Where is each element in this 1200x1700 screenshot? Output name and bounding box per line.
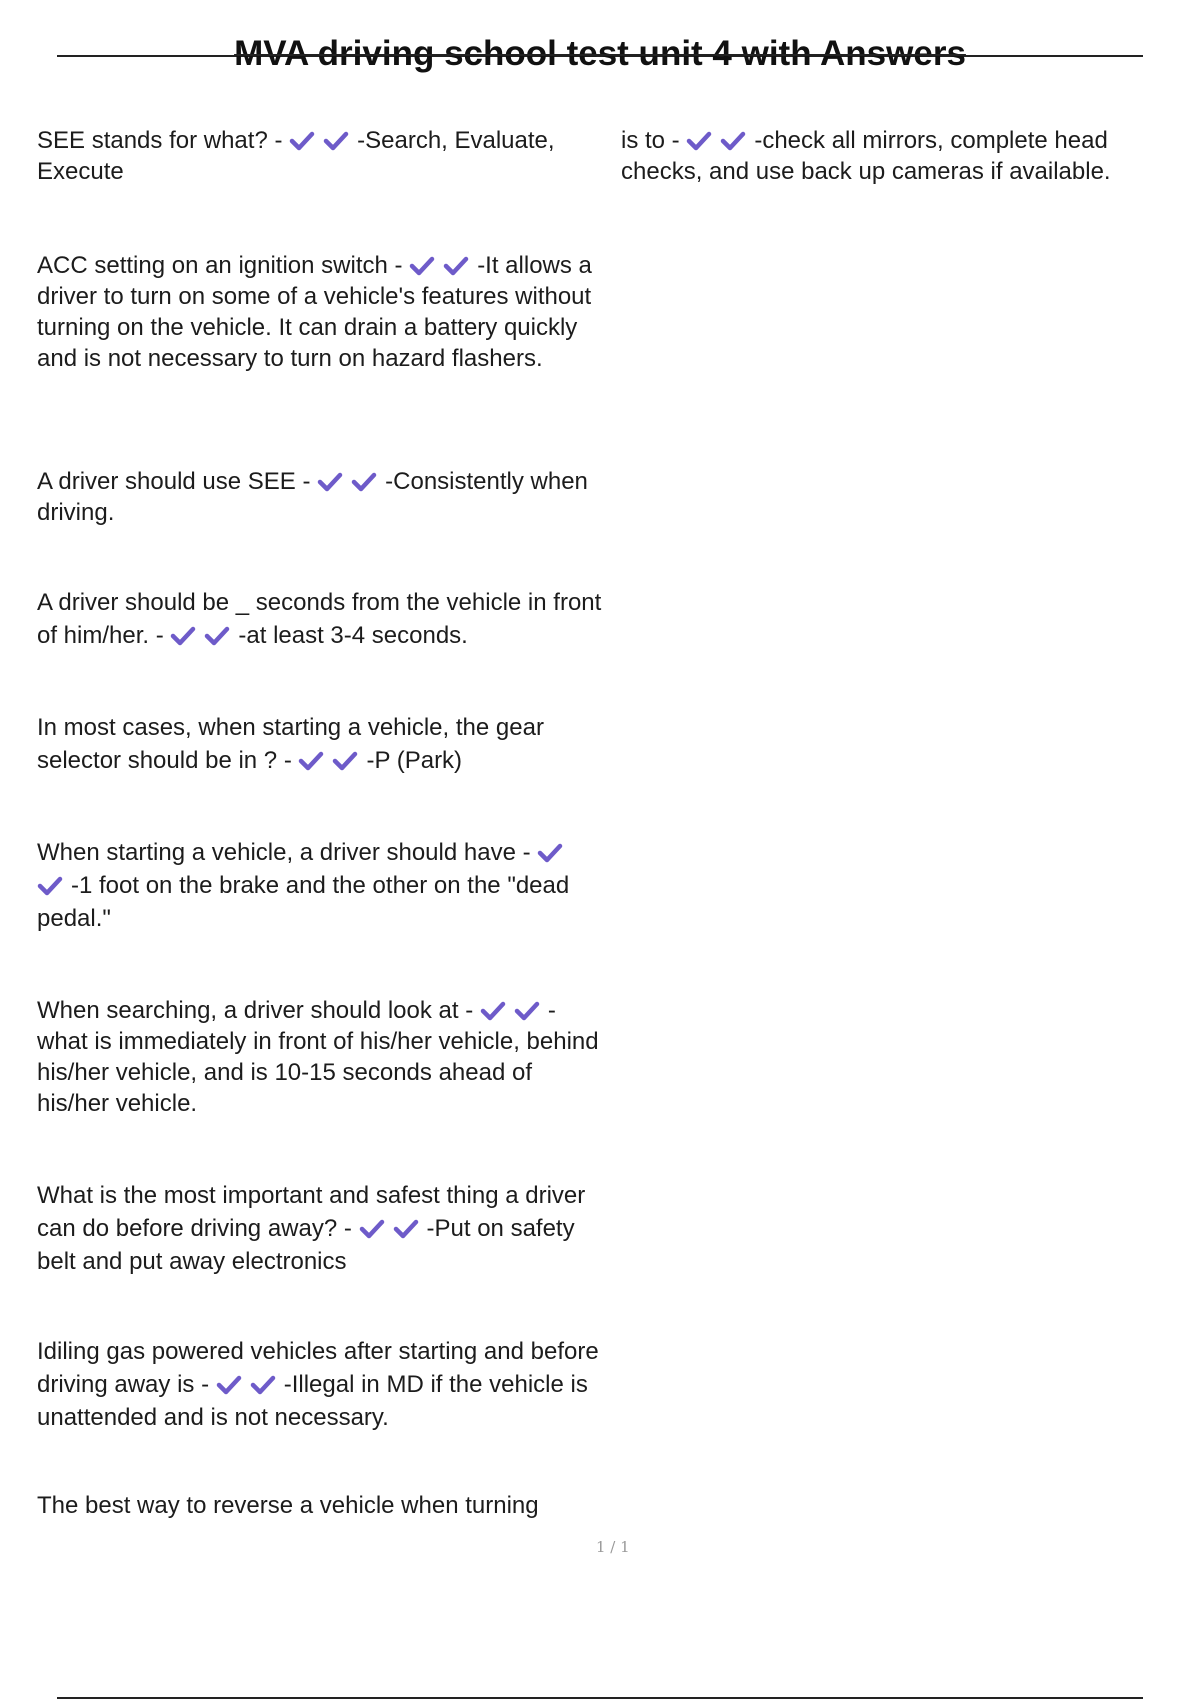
question-text: The best way to reverse a vehicle when turning [37, 1492, 539, 1519]
question-text: When starting a vehicle, a driver should have - [37, 839, 538, 866]
qa-item [37, 250, 605, 374]
checkmark-icon [686, 130, 712, 152]
answer-text: -Search, Evaluate, Execute [37, 127, 555, 185]
answer-text: -P (Park) [366, 747, 463, 774]
question-text: What is the most important and safest thing a driver can do before driving away? - [37, 1182, 586, 1242]
footer-divider [57, 1697, 1143, 1699]
checkmark-icon [409, 255, 435, 277]
qa-item [37, 586, 605, 652]
question-text: A driver should be _ seconds from the vehicle in front of him/her. - [37, 589, 602, 649]
question-text: When searching, a driver should look at - [37, 997, 480, 1024]
page-title: MVA driving school test unit 4 with Answers [234, 34, 966, 73]
checkmark-icon [514, 1000, 540, 1022]
checkmark-icon [351, 471, 377, 493]
checkmark-icon [204, 625, 230, 647]
question-text: ACC setting on an ignition switch - [37, 252, 410, 279]
answer-text: -at least 3-4 seconds. [238, 622, 468, 649]
checkmark-icon [317, 471, 343, 493]
checkmark-icon [480, 1000, 506, 1022]
title-block [57, 30, 1143, 80]
question-text: SEE stands for what? - [37, 127, 290, 154]
qa-item [37, 1335, 605, 1434]
checkmark-icon [216, 1374, 242, 1396]
checkmark-icon [323, 130, 349, 152]
checkmark-icon [289, 130, 315, 152]
checkmark-icon [359, 1218, 385, 1240]
checkmark-icon [37, 875, 63, 897]
qa-item [37, 995, 605, 1119]
qa-item [37, 711, 605, 777]
checkmark-icon [537, 842, 563, 864]
answer-text: -It allows a driver to turn on some of a vehicle's features without turning on the vehicle. It can drain a battery quickly and is not necessary to turn on hazard flashers. [37, 252, 592, 372]
question-text: A driver should use SEE - [37, 468, 318, 495]
checkmark-icon [443, 255, 469, 277]
checkmark-icon [170, 625, 196, 647]
qa-item-split-end [621, 125, 1166, 187]
answer-text: -Illegal in MD if the vehicle is unattended and is not necessary. [37, 1371, 588, 1431]
checkmark-icon [298, 750, 324, 772]
page-number: 1 / 1 [596, 1538, 630, 1556]
answer-text: -Put on safety belt and put away electronics [37, 1215, 575, 1275]
answer-text: -check all mirrors, complete head checks, and use back up cameras if available. [621, 127, 1111, 185]
checkmark-icon [332, 750, 358, 772]
qa-item [37, 125, 605, 187]
answer-text: -1 foot on the brake and the other on the "dead pedal." [37, 872, 570, 932]
qa-item-split-start [37, 1490, 605, 1521]
question-text: Idiling gas powered vehicles after starting and before driving away is - [37, 1338, 599, 1398]
qa-item [37, 836, 605, 935]
qa-item [37, 466, 605, 528]
question-text: In most cases, when starting a vehicle, the gear selector should be in ? - [37, 714, 544, 774]
checkmark-icon [250, 1374, 276, 1396]
qa-item [37, 1179, 605, 1278]
checkmark-icon [720, 130, 746, 152]
checkmark-icon [393, 1218, 419, 1240]
answer-text: - what is immediately in front of his/her vehicle, behind his/her vehicle, and is 10-15 seconds ahead of his/her vehicle. [37, 997, 599, 1117]
question-text: is to - [621, 127, 687, 154]
answer-text: -Consistently when driving. [37, 468, 588, 526]
